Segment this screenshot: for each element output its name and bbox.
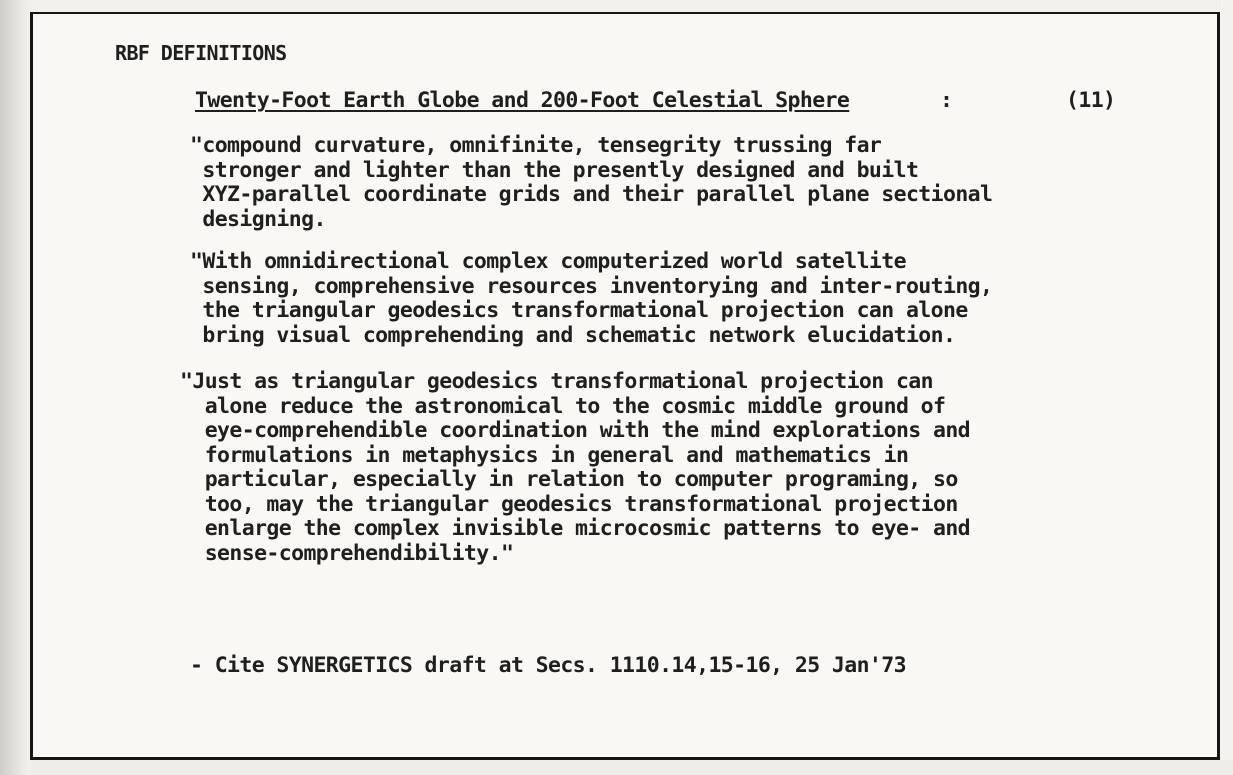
reference-number: (11) xyxy=(1066,88,1116,113)
topic-row xyxy=(195,89,1125,115)
scan-top-margin xyxy=(30,0,1233,12)
quote-paragraph-3: "Just as triangular geodesics transformational projection can alone reduce the astronomical to the cosmic middle ground of eye-comprehendible coordination with the mind explorations and formulations in metaphysics in general and mathematics in particular, especially in relation to computer programing, so too, may the triangular geodesics transformational projection enlarge the complex invisible microcosmic patterns to eye- and sense-comprehendibility." xyxy=(180,369,971,566)
scan-right-margin xyxy=(1220,0,1233,775)
scan-bottom-margin xyxy=(30,760,1233,775)
topic-colon: : xyxy=(940,88,953,113)
quote-paragraph-2: "With omnidirectional complex computerized world satellite sensing, comprehensive resources inventorying and inter-routing, the triangular geodesics transformational projection can alone bring visual comprehending and schematic network elucidation. xyxy=(190,249,993,348)
quote-paragraph-1: "compound curvature, omnifinite, tensegrity trussing far stronger and lighter than the presently designed and built XYZ-parallel coordinate grids and their parallel plane sectional designing. xyxy=(190,133,993,232)
card-heading: RBF DEFINITIONS xyxy=(115,41,287,65)
scan-left-margin xyxy=(0,0,30,775)
topic-title: Twenty-Foot Earth Globe and 200-Foot Celestial Sphere xyxy=(195,88,850,113)
citation: - Cite SYNERGETICS draft at Secs. 1110.14,15-16, 25 Jan'73 xyxy=(190,653,906,678)
